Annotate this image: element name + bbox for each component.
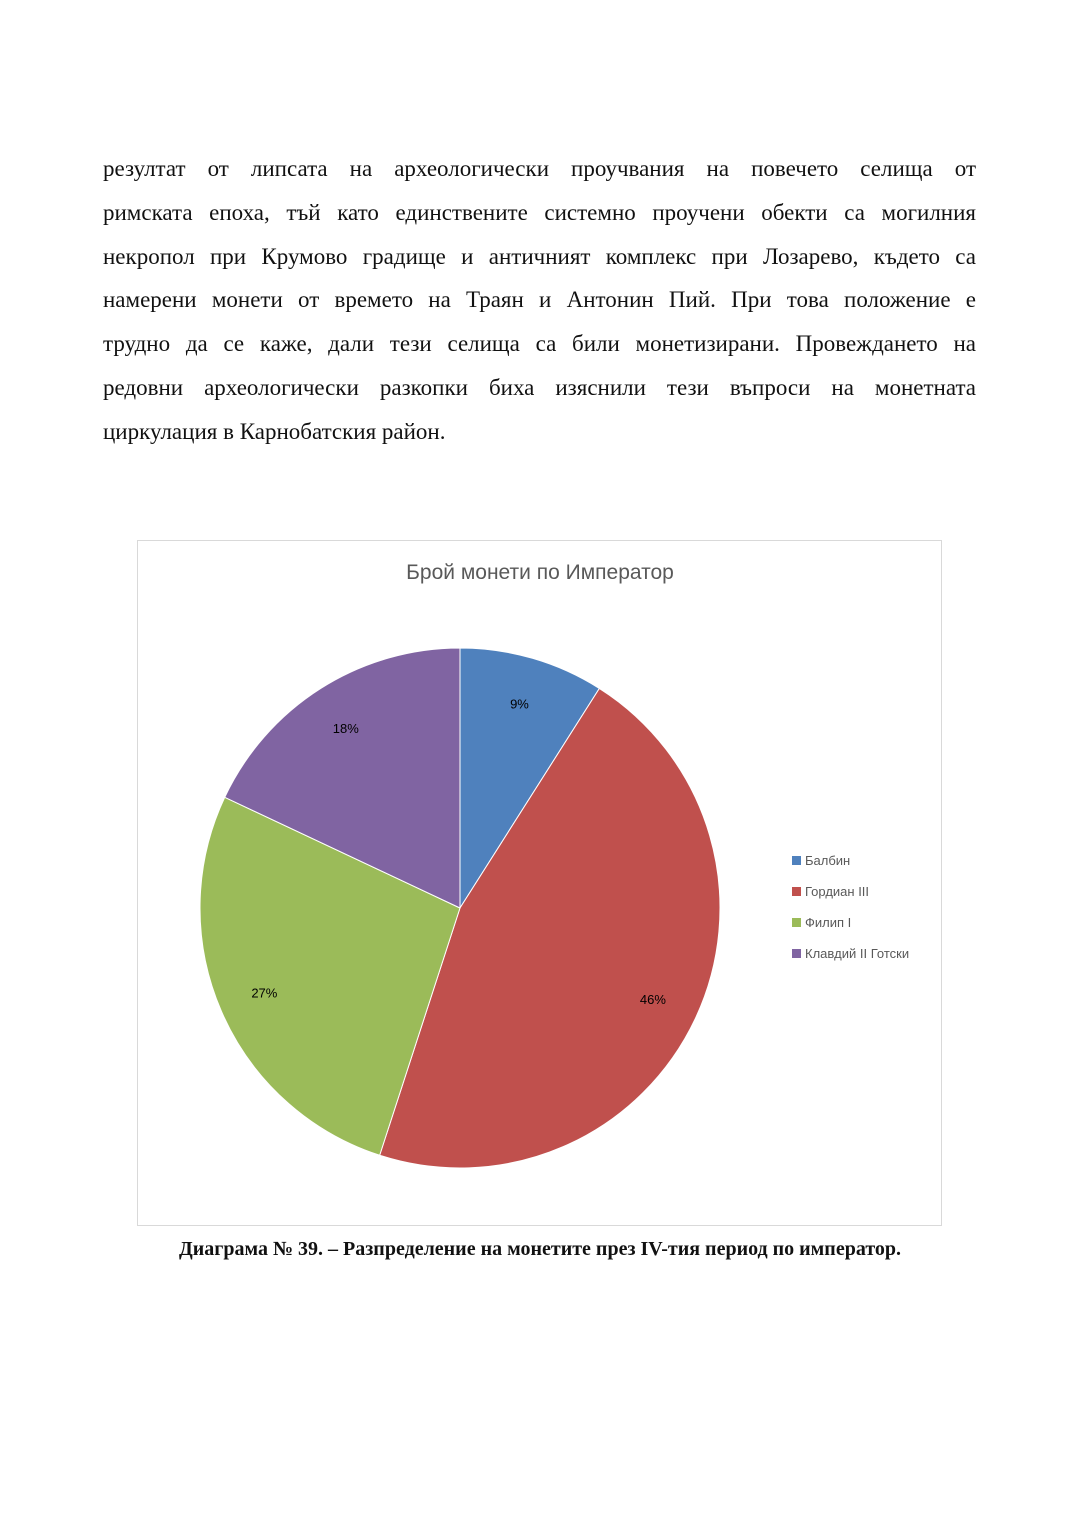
pie-chart (137, 540, 942, 1226)
paragraph-line: резултат от липсата на археологически проучвания на повечето селища от (103, 156, 976, 181)
legend-swatch (792, 856, 801, 865)
chart-title: Брой монети по Император (406, 561, 674, 584)
pie-data-label: 27% (251, 985, 278, 1001)
chart-legend (792, 853, 909, 961)
paragraph-line: редовни археологически разкопки биха изяснили тези въпроси на монетната (103, 374, 976, 400)
pie-data-label: 18% (332, 720, 359, 736)
legend-label: Филип I (805, 915, 852, 930)
legend-swatch (792, 918, 801, 927)
paragraph-line: намерени монети от времето на Траян и Антонин Пий. При това положение е (103, 287, 976, 313)
pie-data-label: 9% (510, 696, 529, 712)
paragraph-line: римската епоха, тъй като единствените системно проучени обекти са могилния (103, 199, 976, 225)
legend-swatch (792, 949, 801, 958)
figure-caption: Диаграма № 39. – Разпределение на монетите през IV-тия период по император. (178, 1238, 901, 1260)
pie-data-label: 46% (639, 991, 666, 1007)
pie-slices (200, 648, 720, 1168)
legend-label: Клавдий II Готски (805, 946, 910, 961)
body-paragraph (103, 147, 976, 454)
paragraph-line: циркулация в Карнобатския район. (103, 418, 446, 444)
paragraph-line: трудно да се каже, дали тези селища са били монетизирани. Провеждането на (103, 331, 976, 357)
legend-label: Балбин (805, 853, 851, 868)
paragraph-line: некропол при Крумово градище и античният комплекс при Лозарево, където са (103, 243, 976, 269)
legend-label: Гордиан III (805, 884, 870, 899)
legend-swatch (792, 887, 801, 896)
